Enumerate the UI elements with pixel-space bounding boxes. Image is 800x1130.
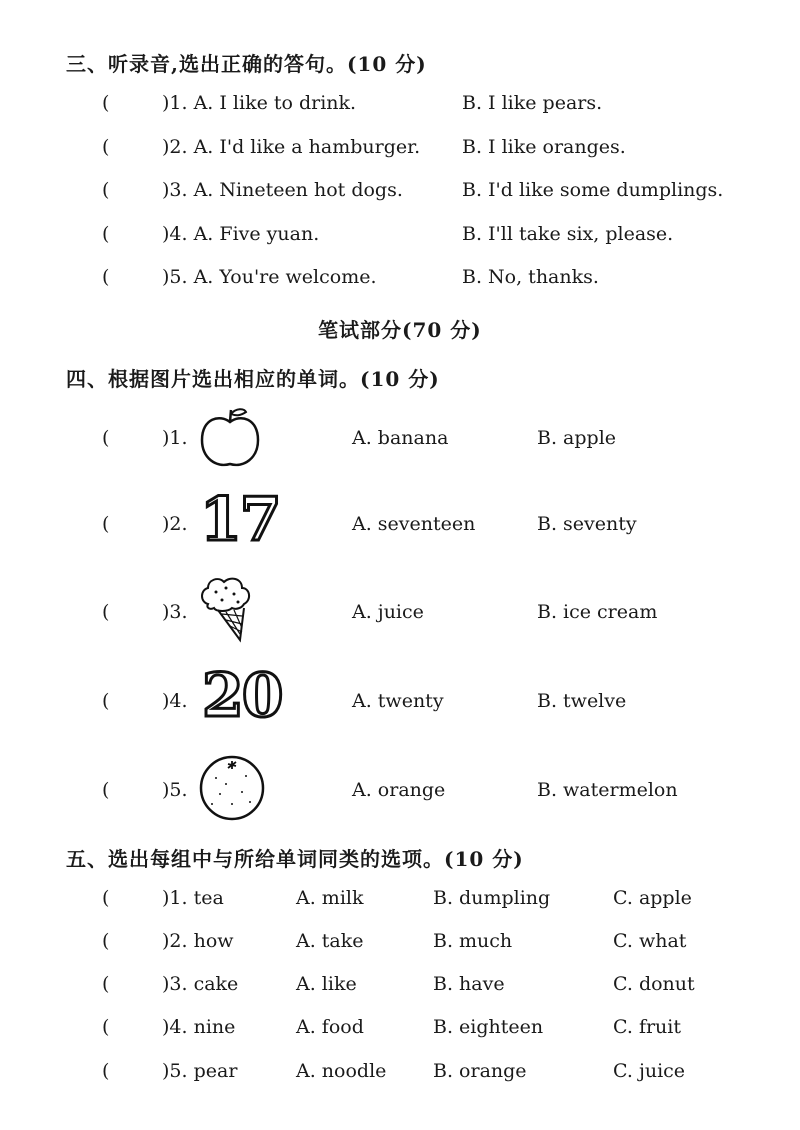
answer-paren[interactable]: ( bbox=[102, 690, 110, 712]
question-option-a: )2. A. I'd like a hamburger. bbox=[162, 136, 421, 158]
option-c: C. what bbox=[613, 930, 687, 952]
question-option-b: B. I like pears. bbox=[462, 92, 603, 114]
given-word: )2. how bbox=[162, 930, 234, 952]
option-b: B. ice cream bbox=[537, 601, 658, 623]
question-number: )5. bbox=[162, 779, 188, 801]
section3-heading: 三、听录音,选出正确的答句。(10 分) bbox=[66, 52, 427, 76]
ice-cream-icon bbox=[196, 574, 256, 646]
given-word: )3. cake bbox=[162, 973, 239, 995]
answer-paren[interactable]: ( bbox=[102, 266, 110, 288]
answer-paren[interactable]: ( bbox=[102, 930, 110, 952]
given-word: )5. pear bbox=[162, 1060, 238, 1082]
answer-paren[interactable]: ( bbox=[102, 779, 110, 801]
answer-paren[interactable]: ( bbox=[102, 136, 110, 158]
option-c: C. donut bbox=[613, 973, 695, 995]
question-option-a: )1. A. I like to drink. bbox=[162, 92, 357, 114]
option-c: C. fruit bbox=[613, 1016, 682, 1038]
given-word: )4. nine bbox=[162, 1016, 236, 1038]
question-option-b: B. I'll take six, please. bbox=[462, 223, 674, 245]
question-option-b: B. No, thanks. bbox=[462, 266, 599, 288]
option-a: A. take bbox=[296, 930, 364, 952]
option-a: A. milk bbox=[296, 887, 364, 909]
option-a: A. banana bbox=[352, 427, 449, 449]
answer-paren[interactable]: ( bbox=[102, 973, 110, 995]
option-b: B. orange bbox=[433, 1060, 527, 1082]
number-20-icon: 20 bbox=[202, 661, 282, 731]
answer-paren[interactable]: ( bbox=[102, 601, 110, 623]
option-b: B. much bbox=[433, 930, 513, 952]
section4-heading: 四、根据图片选出相应的单词。(10 分) bbox=[66, 367, 440, 391]
question-option-a: )3. A. Nineteen hot dogs. bbox=[162, 179, 403, 201]
question-option-a: )4. A. Five yuan. bbox=[162, 223, 320, 245]
question-option-b: B. I'd like some dumplings. bbox=[462, 179, 724, 201]
option-b: B. watermelon bbox=[537, 779, 678, 801]
question-option-a: )5. A. You're welcome. bbox=[162, 266, 377, 288]
option-a: A. juice bbox=[352, 601, 424, 623]
option-a: A. twenty bbox=[352, 690, 444, 712]
answer-paren[interactable]: ( bbox=[102, 1016, 110, 1038]
answer-paren[interactable]: ( bbox=[102, 179, 110, 201]
question-number: )3. bbox=[162, 601, 188, 623]
section5-heading: 五、选出每组中与所给单词同类的选项。(10 分) bbox=[66, 847, 524, 871]
option-b: B. eighteen bbox=[433, 1016, 544, 1038]
option-a: A. like bbox=[296, 973, 357, 995]
option-b: B. dumpling bbox=[433, 887, 551, 909]
option-c: C. apple bbox=[613, 887, 692, 909]
answer-paren[interactable]: ( bbox=[102, 887, 110, 909]
question-number: )1. bbox=[162, 427, 188, 449]
option-b: B. apple bbox=[537, 427, 617, 449]
given-word: )1. tea bbox=[162, 887, 224, 909]
option-b: B. twelve bbox=[537, 690, 627, 712]
option-b: B. have bbox=[433, 973, 505, 995]
option-c: C. juice bbox=[613, 1060, 686, 1082]
option-b: B. seventy bbox=[537, 513, 637, 535]
answer-paren[interactable]: ( bbox=[102, 1060, 110, 1082]
question-number: )4. bbox=[162, 690, 188, 712]
answer-paren[interactable]: ( bbox=[102, 223, 110, 245]
option-a: A. orange bbox=[352, 779, 446, 801]
option-a: A. noodle bbox=[296, 1060, 387, 1082]
option-a: A. seventeen bbox=[352, 513, 476, 535]
answer-paren[interactable]: ( bbox=[102, 513, 110, 535]
written-part-title: 笔试部分(70 分) bbox=[318, 318, 482, 342]
answer-paren[interactable]: ( bbox=[102, 427, 110, 449]
option-a: A. food bbox=[296, 1016, 364, 1038]
question-option-b: B. I like oranges. bbox=[462, 136, 626, 158]
question-number: )2. bbox=[162, 513, 188, 535]
answer-paren[interactable]: ( bbox=[102, 92, 110, 114]
number-17-icon: 17 bbox=[200, 485, 280, 555]
orange-icon bbox=[198, 754, 266, 822]
apple-icon bbox=[198, 406, 262, 470]
